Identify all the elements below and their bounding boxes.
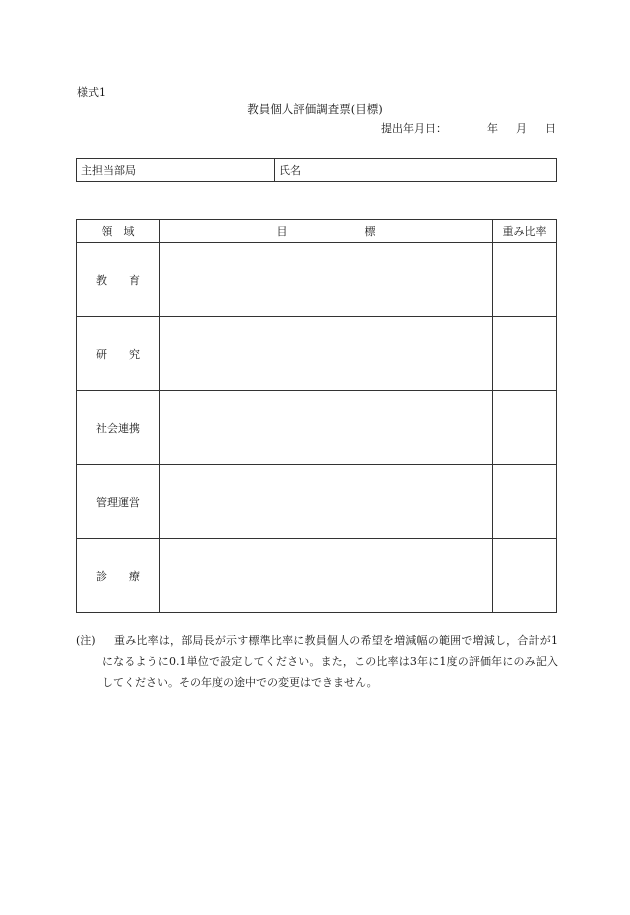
form-code: 様式1 — [77, 86, 106, 99]
weight-cell-research[interactable] — [493, 317, 557, 391]
submit-date-label: 提出年月日： — [381, 122, 447, 135]
weight-cell-social-collaboration[interactable] — [493, 391, 557, 465]
area-education: 教 育 — [77, 243, 160, 317]
goal-cell-medical-care[interactable] — [160, 539, 493, 613]
area-management: 管理運営 — [77, 465, 160, 539]
note-mark: (注) — [76, 634, 96, 647]
weight-cell-education[interactable] — [493, 243, 557, 317]
header-weight: 重み比率 — [493, 220, 557, 243]
name-label: 氏名 — [279, 164, 301, 177]
goals-table — [76, 219, 557, 613]
goal-cell-education[interactable] — [160, 243, 493, 317]
area-research: 研 究 — [77, 317, 160, 391]
info-table — [76, 158, 557, 182]
year-blank[interactable] — [447, 120, 487, 136]
goal-cell-social-collaboration[interactable] — [160, 391, 493, 465]
year-label: 年 — [487, 122, 498, 135]
document-title: 教員個人評価調査票(目標) — [247, 102, 383, 116]
day-blank[interactable] — [527, 120, 545, 136]
weight-cell-management[interactable] — [493, 465, 557, 539]
submission-date — [381, 120, 556, 136]
department-label: 主担当部局 — [81, 164, 136, 177]
table-row — [77, 243, 557, 317]
goal-cell-management[interactable] — [160, 465, 493, 539]
month-label: 月 — [516, 122, 527, 135]
table-row — [77, 465, 557, 539]
header-area: 領 域 — [77, 220, 160, 243]
area-social-collaboration: 社会連携 — [77, 391, 160, 465]
table-row — [77, 539, 557, 613]
footnote — [76, 630, 558, 693]
header-goal: 目 標 — [160, 220, 493, 243]
weight-cell-medical-care[interactable] — [493, 539, 557, 613]
department-field[interactable] — [77, 159, 275, 182]
month-blank[interactable] — [498, 120, 516, 136]
area-medical-care: 診 療 — [77, 539, 160, 613]
table-row — [77, 317, 557, 391]
table-row — [77, 391, 557, 465]
goal-cell-research[interactable] — [160, 317, 493, 391]
day-label: 日 — [545, 122, 556, 135]
name-field[interactable] — [275, 159, 557, 182]
note-text: 重み比率は，部局長が示す標準比率に教員個人の希望を増減幅の範囲で増減し，合計が1になるように0.1単位で設定してください。また，この比率は3年に1度の評価年にのみ記入してください。その年度の途中での変更はできません。 — [102, 634, 558, 689]
